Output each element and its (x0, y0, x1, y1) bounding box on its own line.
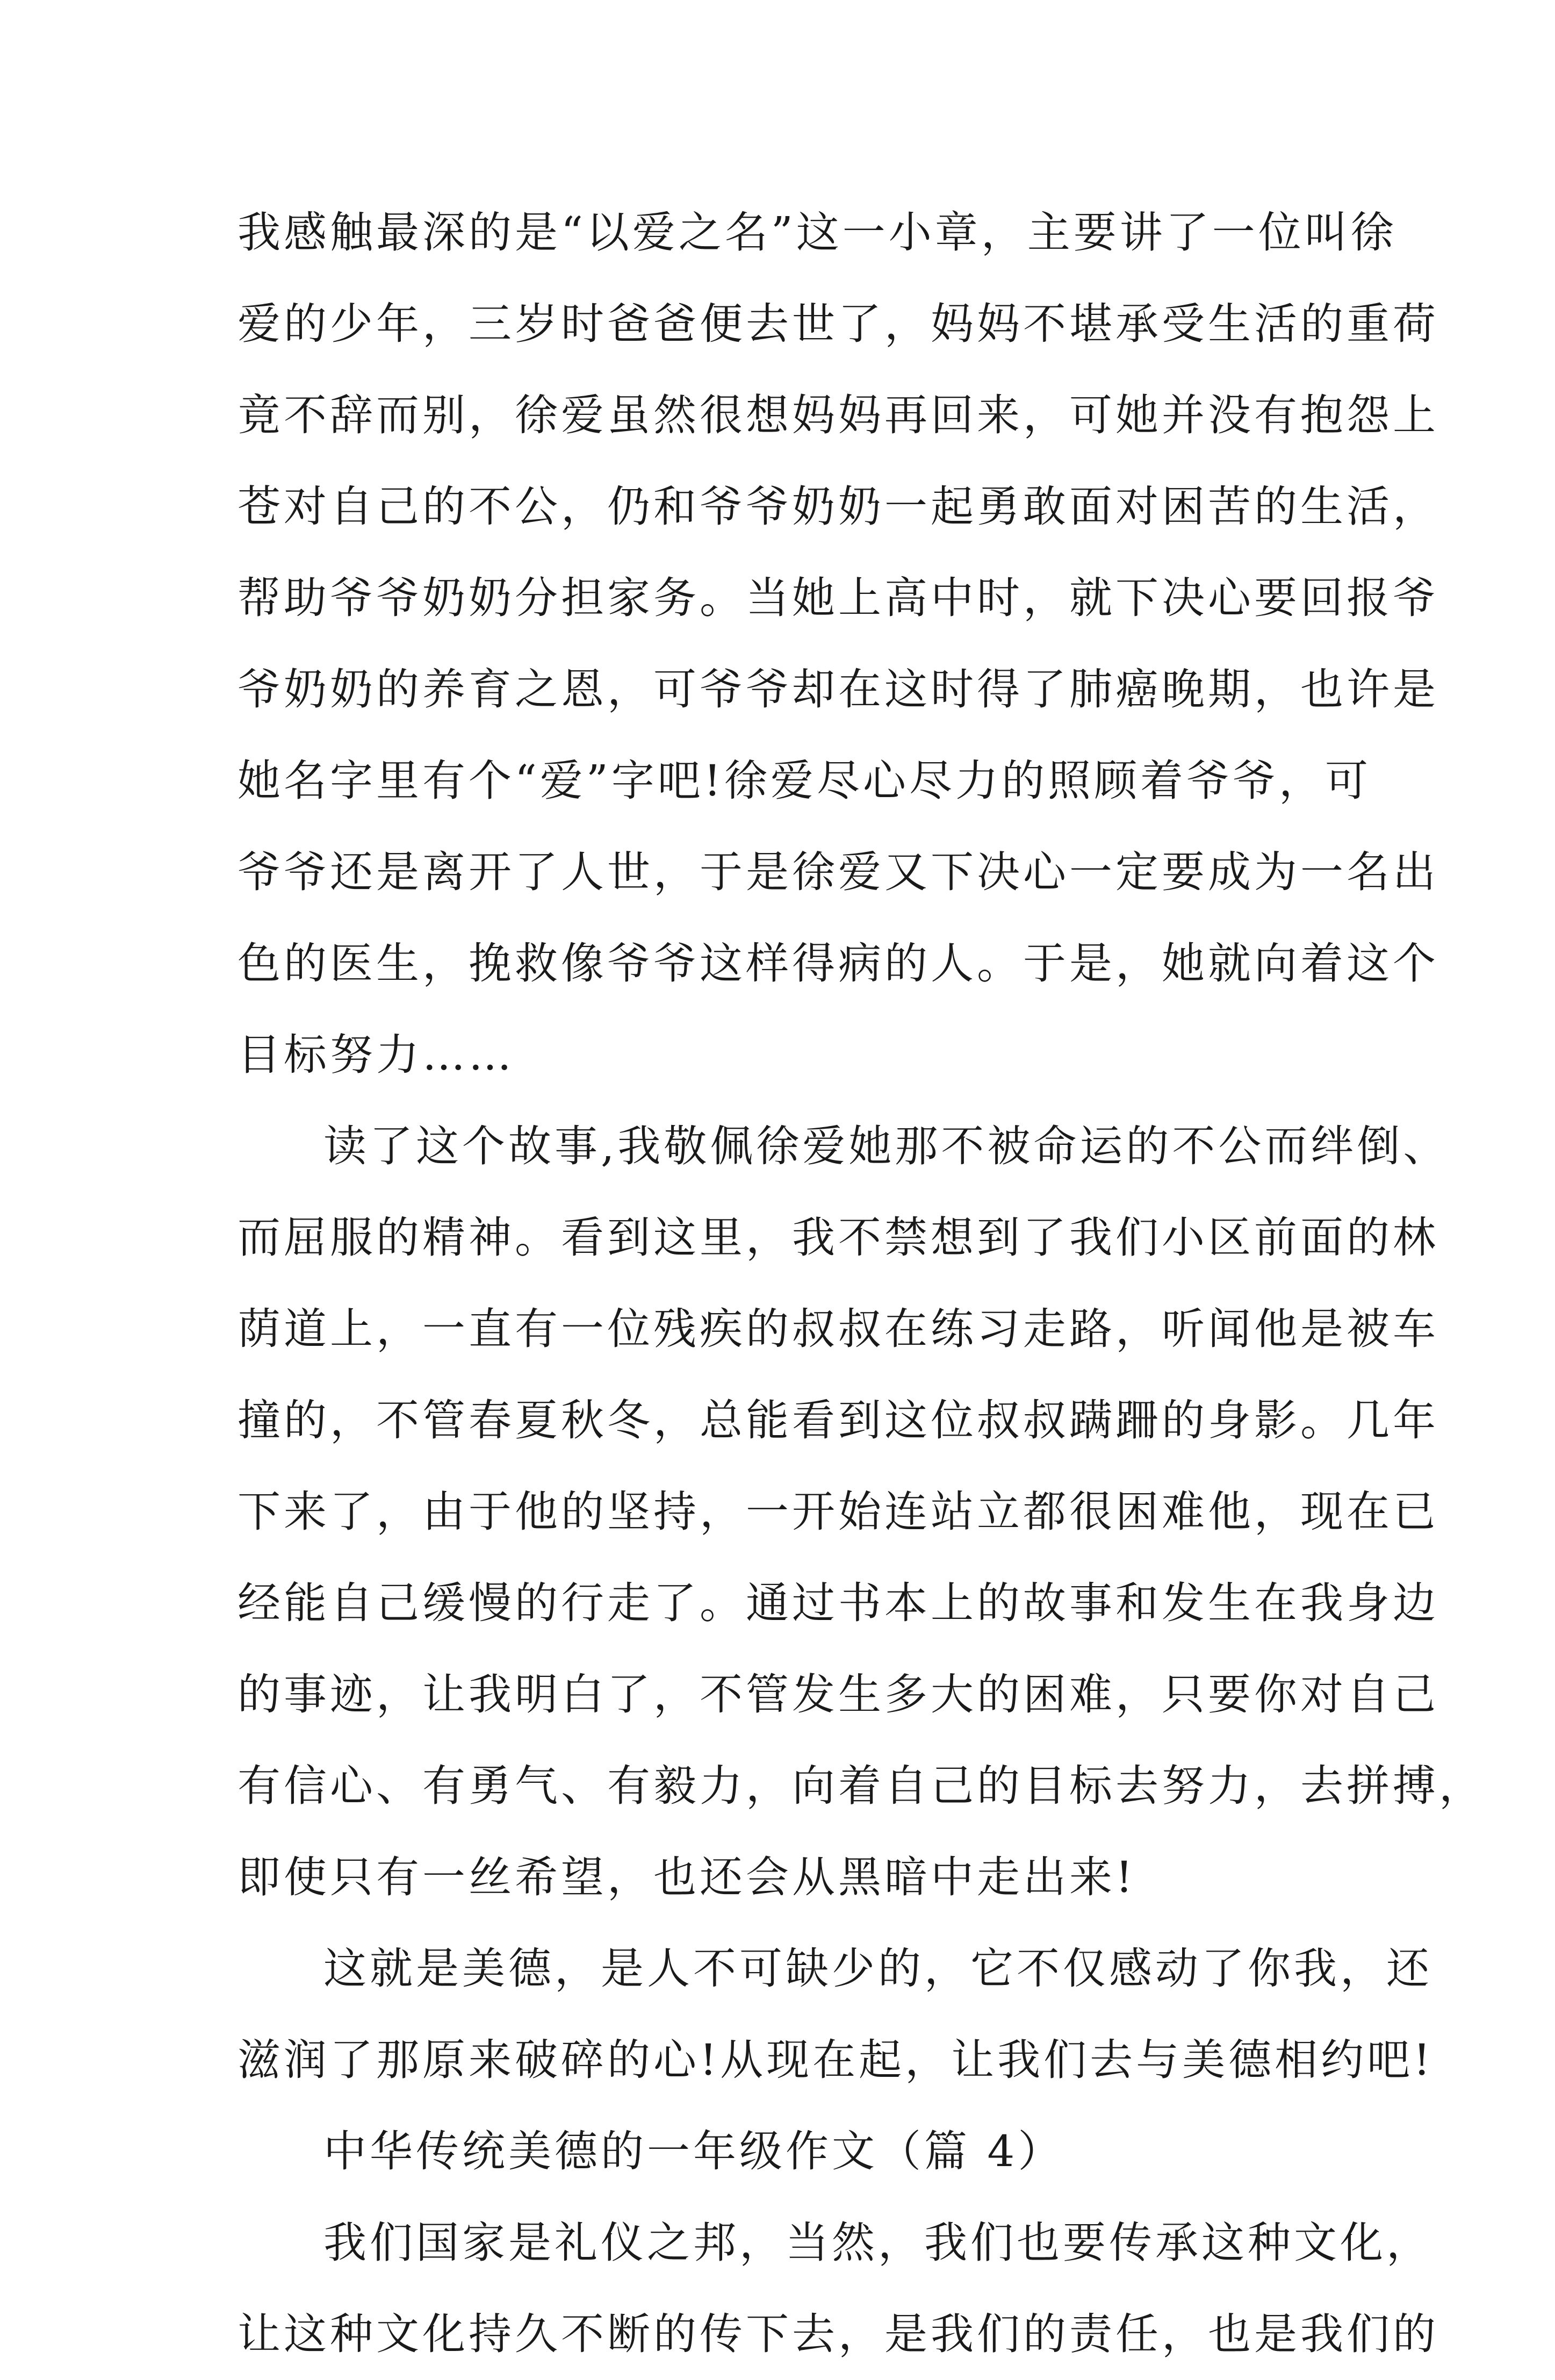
text-line: 目标努力…… (237, 1030, 515, 1080)
text-line: 爷爷还是离开了人世，于是徐爱又下决心一定要成为一名出 (237, 847, 1439, 897)
text-line: 她名字里有个“爱”字吧!徐爱尽心尽力的照顾着爷爷，可 (237, 756, 1371, 806)
text-line: 我感触最深的是“以爱之名”这一小章，主要讲了一位叫徐 (237, 207, 1397, 257)
text-line: 的事迹，让我明白了，不管发生多大的困难，只要你对自己 (237, 1669, 1439, 1719)
paragraph-start-line: 读了这个故事,我敬佩徐爱她那不被命运的不公而绊倒、 (323, 1121, 1450, 1171)
text-line: 爷奶奶的养育之恩，可爷爷却在这时得了肺癌晚期，也许是 (237, 664, 1439, 714)
text-line: 荫道上，一直有一位残疾的叔叔在练习走路，听闻他是被车 (237, 1304, 1439, 1354)
text-line: 色的医生，挽救像爷爷这样得病的人。于是，她就向着这个 (237, 938, 1439, 988)
text-line: 经能自己缓慢的行走了。通过书本上的故事和发生在我身边 (237, 1578, 1439, 1628)
text-line: 帮助爷爷奶奶分担家务。当她上高中时，就下决心要回报爷 (237, 573, 1439, 623)
text-line: 滋润了那原来破碎的心!从现在起，让我们去与美德相约吧! (237, 2035, 1434, 2085)
text-line: 竟不辞而别，徐爱虽然很想妈妈再回来，可她并没有抱怨上 (237, 390, 1439, 440)
text-line: 而屈服的精神。看到这里，我不禁想到了我们小区前面的林 (237, 1213, 1439, 1263)
body-text (237, 187, 1485, 2380)
section-heading: 中华传统美德的一年级作文（篇 4） (323, 2126, 1064, 2176)
text-line: 爱的少年，三岁时爸爸便去世了，妈妈不堪承受生活的重荷 (237, 299, 1439, 349)
text-line: 撞的，不管春夏秋冬，总能看到这位叔叔蹒跚的身影。几年 (237, 1395, 1439, 1445)
paragraph-start-line: 我们国家是礼仪之邦，当然，我们也要传承这种文化， (323, 2218, 1432, 2268)
paragraph-start-line: 这就是美德，是人不可缺少的，它不仅感动了你我，还 (323, 1944, 1432, 1994)
text-line: 有信心、有勇气、有毅力，向着自己的目标去努力，去拼搏， (237, 1761, 1485, 1811)
text-line: 即使只有一丝希望，也还会从黑暗中走出来! (237, 1852, 1136, 1902)
text-line: 苍对自己的不公，仍和爷爷奶奶一起勇敢面对困苦的生活， (237, 482, 1439, 532)
text-line: 让这种文化持久不断的传下去，是我们的责任，也是我们的 (237, 2309, 1439, 2359)
text-line: 下来了，由于他的坚持，一开始连站立都很困难他，现在已 (237, 1487, 1439, 1537)
